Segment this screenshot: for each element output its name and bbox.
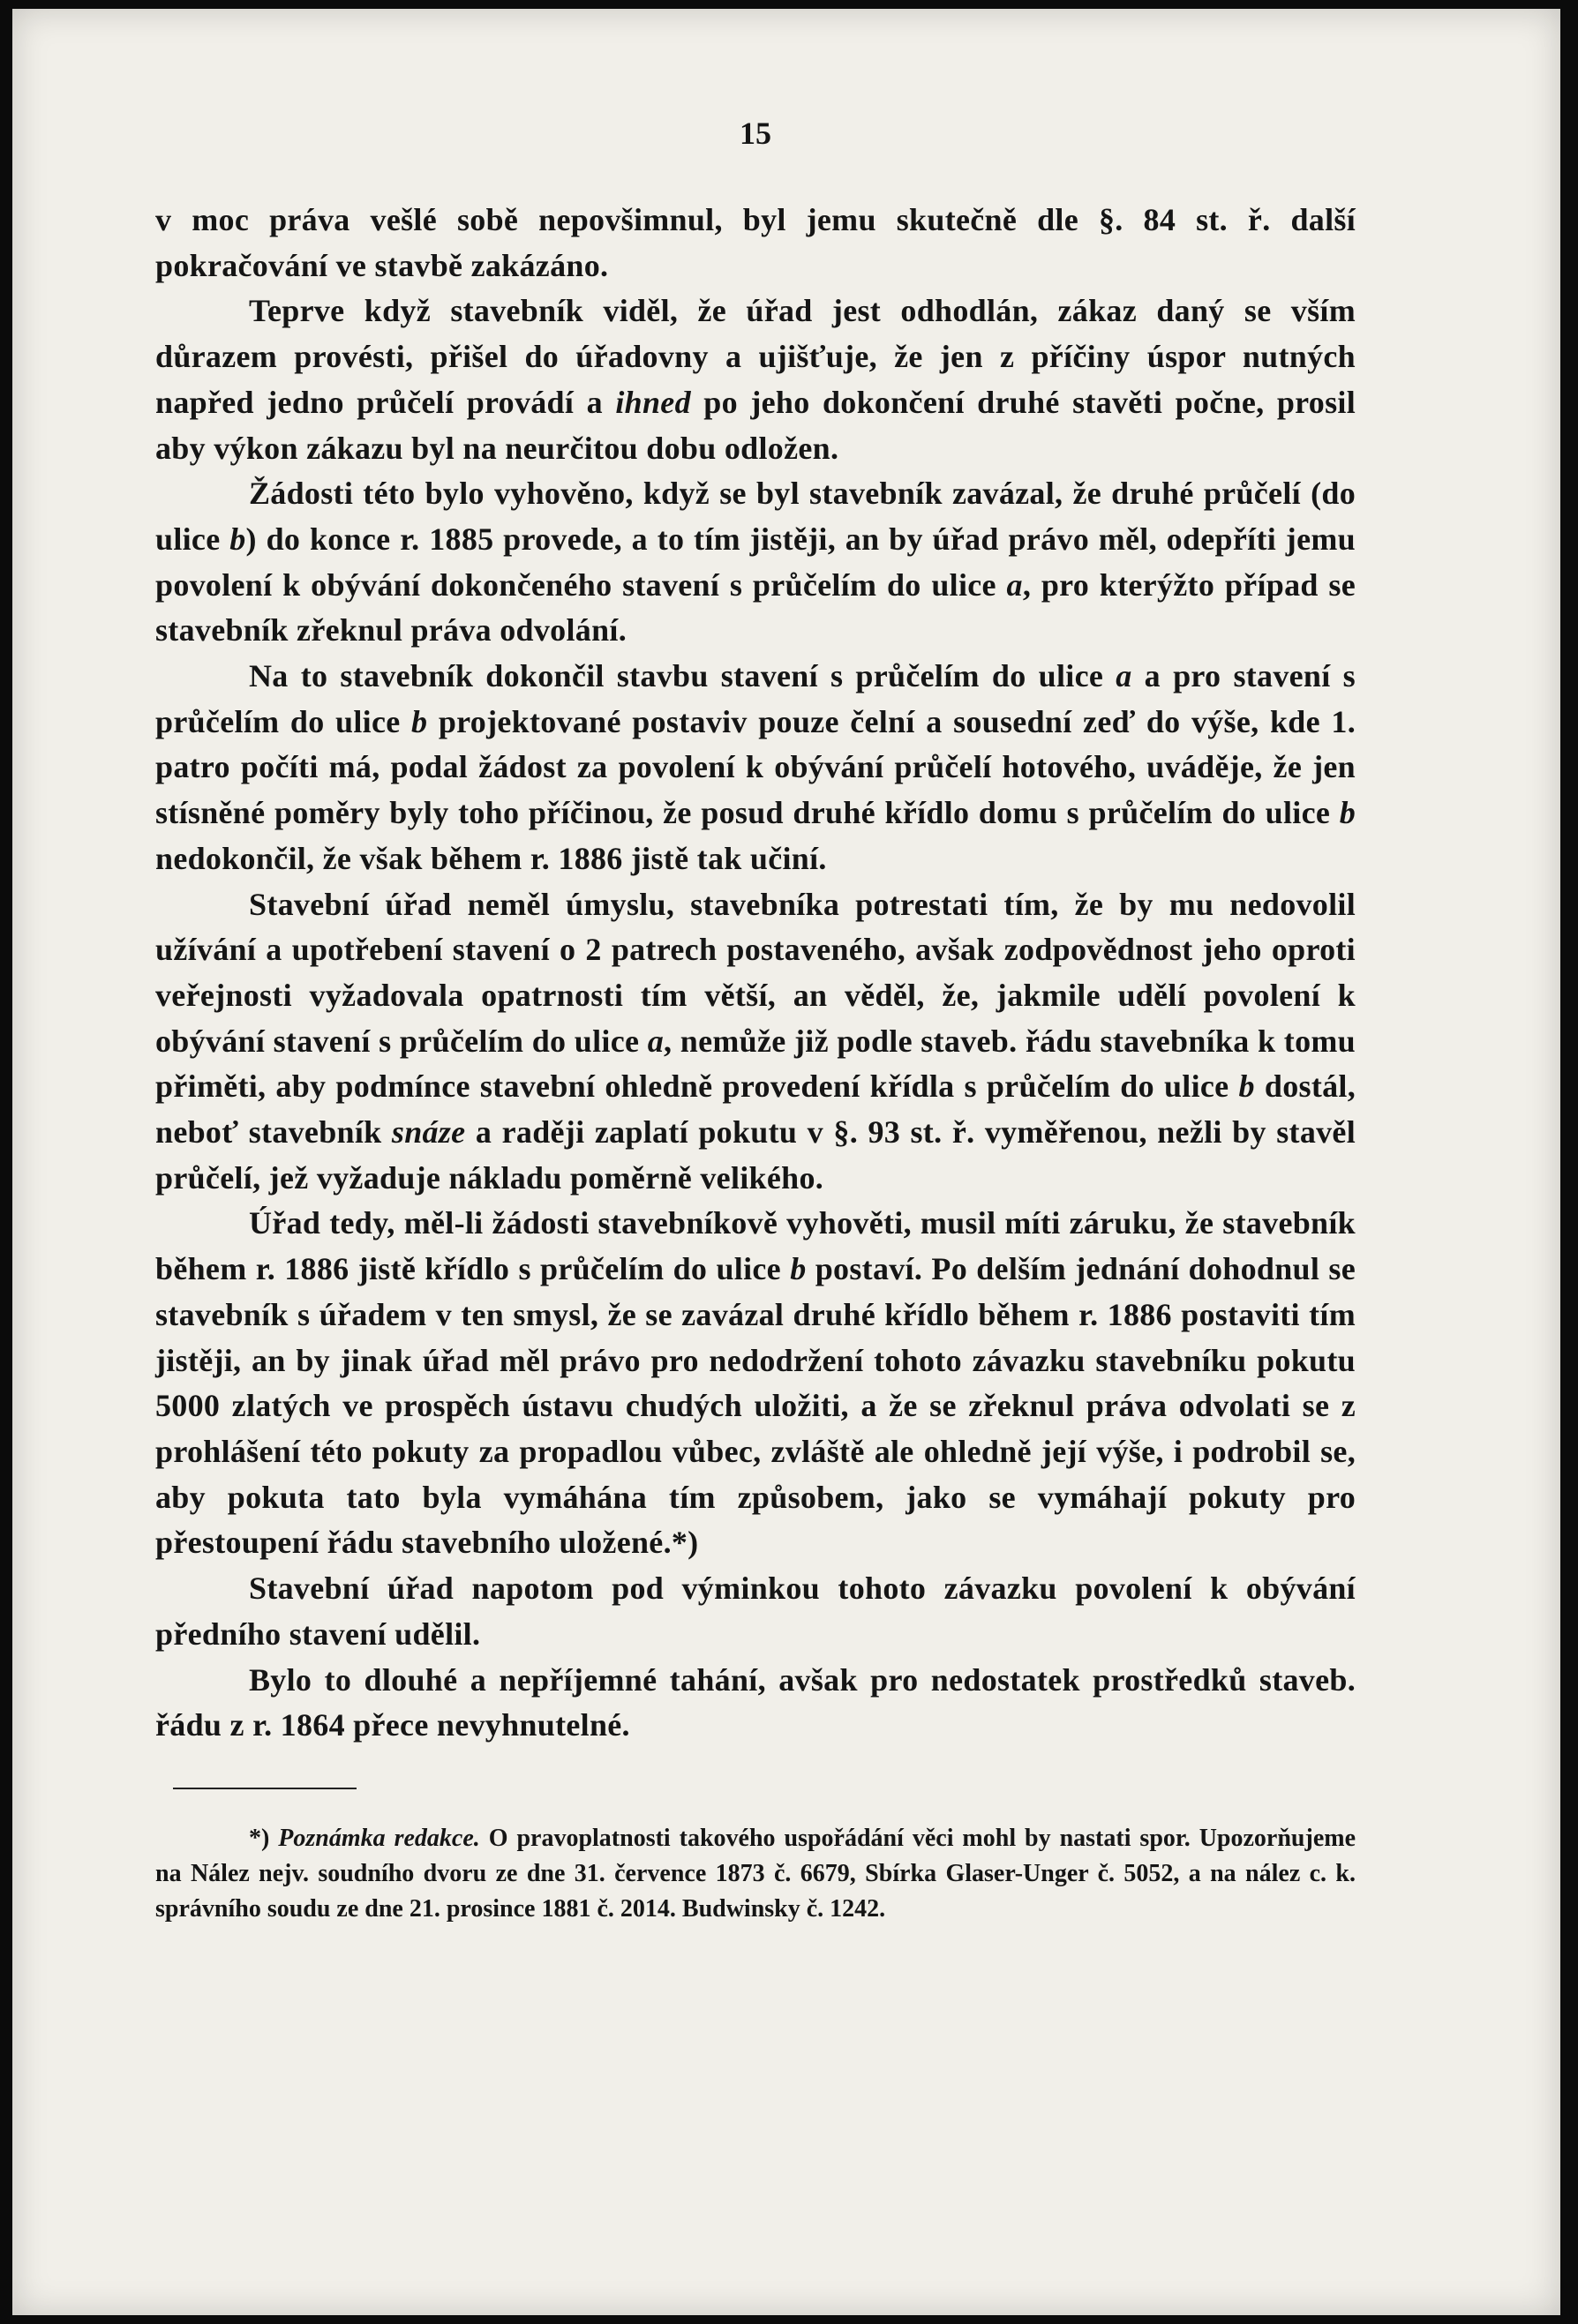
text-run: Stavební úřad napotom pod výminkou tohoto závazku povolení k obývání předního stavení udělil. xyxy=(155,1571,1356,1652)
text-run: ) do konce r. 1885 provede, a to tím jistěji, an by úřad právo měl, odepříti jemu povolení k obývání dokončeného stavení s průčelím do ulice xyxy=(155,521,1356,603)
italic-text: b xyxy=(1238,1068,1255,1105)
text-run: Bylo to dlouhé a nepříjemné tahání, avšak pro nedostatek prostředků staveb. řádu z r. 1864 přece nevyhnutelné. xyxy=(155,1661,1356,1743)
italic-text: a xyxy=(1116,658,1132,694)
paragraph xyxy=(155,1201,1356,1566)
book-page xyxy=(12,9,1560,2315)
text-run: v moc práva vešlé sobě nepovšimnul, byl jemu skutečně dle §. 84 st. ř. další pokračování ve stavbě zakázáno. xyxy=(155,202,1356,283)
text-run: a pro stavení s průčelím do ulice xyxy=(155,658,1356,739)
text-run: Teprve když stavebník viděl, že úřad jest odhodlán, zákaz daný se vším důrazem provésti, přišel do úřadovny a ujišťuje, že jen z příčiny úspor nutných napřed jedno průčelí provádí a xyxy=(155,293,1356,420)
text-run: Žádosti této bylo vyhověno, když se byl stavebník zavázal, že druhé průčelí (do ulice xyxy=(155,476,1356,557)
footnote-separator xyxy=(173,1788,357,1789)
text-run: nedokončil, že však během r. 1886 jistě tak učiní. xyxy=(155,840,827,876)
text-run: *) xyxy=(249,1824,279,1852)
body-text xyxy=(155,198,1356,1749)
footnote-paragraph xyxy=(155,1821,1356,1927)
paragraph xyxy=(155,289,1356,471)
footnote xyxy=(155,1821,1356,1927)
text-run: , pro kterýžto případ se stavebník zřeknul práva odvolání. xyxy=(155,566,1356,648)
text-run: a raději zaplatí pokutu v §. 93 st. ř. vyměřenou, nežli by stavěl průčelí, jež vyžaduje nákladu poměrně velikého. xyxy=(155,1114,1356,1196)
paragraph xyxy=(155,654,1356,882)
paragraph xyxy=(155,1658,1356,1749)
italic-text: a xyxy=(647,1023,665,1059)
paragraph xyxy=(155,471,1356,654)
text-run: O pravoplatnosti takového uspořádání věci mohl by nastati spor. Upozorňujeme na Nález nejv. soudního dvoru ze dne 31. července 1873 č. 6679, Sbírka Glaser-Unger č. 5052, a na nález c. k. správního soudu ze dne 21. prosince 1881 č. 2014. Budwinsky č. 1242. xyxy=(155,1824,1356,1923)
italic-text: ihned xyxy=(615,384,691,420)
text-run: postaví. Po delším jednání dohodnul se stavebník s úřadem v ten smysl, že se zavázal druhé křídlo během r. 1886 postaviti tím jistěji, an by jinak úřad měl právo pro nedodržení tohoto závazku stavebníku pokutu 5000 zlatých ve prospěch ústavu chudých uložiti, a že se zřeknul práva odvolati se z prohlášení této pokuty za propadlou vůbec, zvláště ale ohledně její výše, i podrobil se, aby pokuta tato byla vymáhána tím způsobem, jako se vymáhají pokuty pro přestoupení řádu stavebního uložené.*) xyxy=(155,1251,1356,1561)
paragraph xyxy=(155,198,1356,289)
text-run: po jeho dokončení druhé stavěti počne, prosil aby výkon zákazu byl na neurčitou dobu odložen. xyxy=(155,384,1356,466)
text-run: Na to stavebník dokončil stavbu stavení s průčelím do ulice xyxy=(249,658,1116,694)
text-run: projektované postaviv pouze čelní a sousední zeď do výše, kde 1. patro počíti má, podal žádost za povolení k obývání průčelí hotového, uváděje, že jen stísněné poměry byly toho příčinou, že posud druhé křídlo domu s průčelím do ulice xyxy=(155,703,1356,831)
text-run: dostál, neboť stavebník xyxy=(155,1068,1356,1151)
italic-text: b xyxy=(790,1251,807,1287)
italic-text: snáze xyxy=(391,1114,466,1151)
text-run: Stavební úřad neměl úmyslu, stavebníka potrestati tím, že by mu nedovolil užívání a upotřebení stavení o 2 patrech postaveného, avšak zodpovědnost jeho oproti veřejnosti vyžadovala opatrnosti tím větší, an věděl, že, jakmile udělí povolení k obývání stavení s průčelím do ulice xyxy=(155,886,1356,1059)
page-number: 15 xyxy=(740,116,771,151)
paragraph xyxy=(155,882,1356,1202)
paragraph xyxy=(155,1566,1356,1657)
text-run: Úřad tedy, měl-li žádosti stavebníkově vyhověti, musil míti záruku, že stavebník během r. 1886 jistě křídlo s průčelím do ulice xyxy=(155,1205,1356,1287)
italic-text: a xyxy=(1006,566,1023,603)
page-content xyxy=(155,115,1356,1927)
italic-text: b xyxy=(229,521,246,557)
italic-text: Poznámka redakce. xyxy=(278,1824,480,1852)
text-run: , nemůže již podle staveb. řádu stavebníka k tomu přiměti, aby podmínce stavební ohledně provedení křídla s průčelím do ulice xyxy=(155,1023,1356,1105)
italic-text: b xyxy=(1339,795,1356,831)
italic-text: b xyxy=(411,703,428,739)
